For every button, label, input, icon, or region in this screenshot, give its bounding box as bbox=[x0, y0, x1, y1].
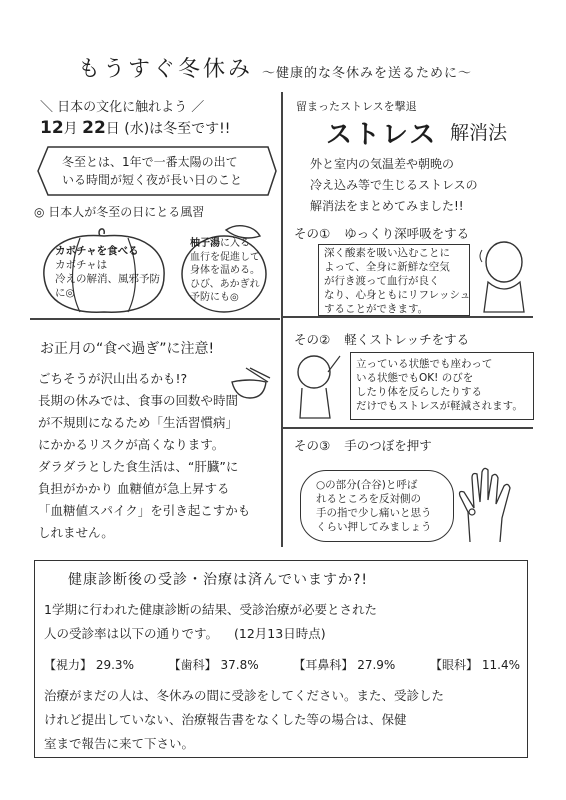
yuzu-text bbox=[190, 237, 260, 305]
definition-line-2: いる時間が短く夜が長い日のこと bbox=[62, 173, 243, 187]
stretching-figure-icon bbox=[292, 352, 344, 422]
pumpkin-line-1: カボチャは bbox=[55, 259, 108, 271]
method2-line-1: 立っている状態でも座わって bbox=[356, 358, 493, 370]
yuzu-line-1: 血行を促進して bbox=[190, 251, 260, 263]
stress-intro-line-1: 外と室内の気温差や朝晩の bbox=[310, 157, 455, 171]
date-day-char: 日 bbox=[105, 121, 120, 137]
pumpkin-title: カボチャを食べる bbox=[55, 245, 139, 257]
rate-vision bbox=[44, 656, 134, 673]
method1-label: その① bbox=[294, 226, 331, 241]
culture-heading: ＼ 日本の文化に触れよう ／ bbox=[40, 100, 205, 115]
left-section-divider bbox=[30, 318, 280, 320]
yuzu-line-3: ひび、あかぎれ bbox=[190, 278, 260, 290]
checkup-bottom bbox=[44, 684, 444, 756]
date-number-day: 22 bbox=[82, 118, 106, 138]
page-title: もうすぐ冬休み bbox=[78, 57, 254, 82]
method3-line-3: 手の指で少し痛いと思う bbox=[316, 507, 432, 519]
newyear-body bbox=[38, 368, 274, 544]
checkup-bottom-line-1: 治療がまだの人は、冬休みの間に受診をしてください。また、受診した bbox=[44, 688, 445, 703]
rate-dental-label: 【歯科】 bbox=[168, 658, 217, 672]
newyear-heading: お正月の“食べ過ぎ”に注意! bbox=[40, 341, 215, 357]
newyear-line-5: ダラダラとした食生活は、“肝臓”に bbox=[38, 459, 239, 474]
method2-line-3: したり体を反らしたりする bbox=[356, 386, 482, 398]
newyear-line-2: 長期の休みでは、食事の回数や時間 bbox=[38, 393, 239, 408]
stress-intro bbox=[310, 154, 478, 217]
method2-title: 軽くストレッチをする bbox=[344, 332, 470, 347]
column-divider bbox=[281, 92, 283, 547]
newyear-line-4: にかかるリスクが高くなります。 bbox=[38, 437, 225, 452]
method1-heading bbox=[294, 224, 469, 242]
solstice-definition bbox=[62, 153, 242, 189]
method1-line-2: よって、全身に新鮮な空気 bbox=[324, 261, 450, 273]
checkup-bottom-line-2: けれど提出していない、治療報告書をなくした等の場合は、保健 bbox=[44, 712, 407, 727]
breathing-figure-icon bbox=[478, 240, 534, 314]
rate-dental-value: 37.8% bbox=[220, 658, 259, 672]
pumpkin-line-2: 冷えの解消、風邪予防 bbox=[55, 273, 160, 285]
yuzu-line-2: 身体を温める。 bbox=[190, 265, 260, 276]
rate-ent-label: 【耳鼻科】 bbox=[293, 658, 354, 672]
yuzu-title-suffix: に入る bbox=[220, 238, 250, 249]
method3-heading bbox=[294, 436, 432, 454]
method1-line-4: なり、心身ともにリフレッシュ bbox=[324, 289, 471, 301]
rate-ent-value: 27.9% bbox=[357, 658, 396, 672]
method3-line-1: ○の部分(合谷)と呼ば bbox=[316, 479, 418, 491]
right-section-divider-2 bbox=[283, 427, 533, 429]
rate-eye-value: 11.4% bbox=[481, 658, 520, 672]
checkup-intro bbox=[44, 598, 377, 646]
yuzu-line-4: 予防にも◎ bbox=[190, 292, 239, 303]
customs-heading: ◎ 日本人が冬至の日にとる風習 bbox=[34, 205, 205, 219]
newyear-line-1: ごちそうが沢山出るかも!? bbox=[38, 371, 188, 386]
right-section-divider-1 bbox=[283, 316, 533, 318]
newyear-line-8: しれません。 bbox=[38, 525, 114, 540]
method1-line-5: することができます。 bbox=[324, 303, 429, 315]
stress-pre: 留まったストレスを撃退 bbox=[296, 100, 417, 113]
checkup-line-1: 1学期に行われた健康診断の結果、受診治療が必要とされた bbox=[44, 602, 377, 617]
page-subtitle: 〜健康的な冬休みを送るために〜 bbox=[262, 66, 473, 81]
rate-ent bbox=[293, 656, 395, 673]
newyear-line-6: 負担がかかり 血糖値が急上昇する bbox=[38, 481, 230, 496]
method2-line-4: だけでもストレスが軽減されます。 bbox=[356, 400, 523, 412]
newyear-line-3: が不規則になるため「生活習慣病」 bbox=[38, 415, 239, 430]
checkup-bottom-line-3: 室まで報告に来て下さい。 bbox=[44, 736, 195, 751]
method1-line-1: 深く酸素を吸い込むことに bbox=[324, 247, 450, 259]
rate-dental bbox=[169, 656, 259, 673]
method3-line-2: れるところを反対側の bbox=[316, 493, 421, 505]
definition-line-1: 冬至とは、1年で一番太陽の出て bbox=[62, 155, 238, 169]
method2-label: その② bbox=[294, 332, 331, 347]
pumpkin-line-3: に◎ bbox=[55, 287, 75, 299]
checkup-date-note: (12月13日時点) bbox=[234, 626, 326, 641]
hand-icon bbox=[456, 466, 526, 544]
winter-solstice-date bbox=[40, 118, 230, 138]
checkup-line-2: 人の受診率は以下の通りです。 bbox=[44, 626, 219, 641]
newyear-line-7: 「血糖値スパイク」を引き起こすかも bbox=[38, 503, 251, 518]
method3-label: その③ bbox=[294, 438, 331, 453]
method1-title: ゆっくり深呼吸をする bbox=[344, 226, 470, 241]
method3-title: 手のつぼを押す bbox=[344, 438, 432, 453]
method1-line-3: が行き渡って血行が良く bbox=[324, 275, 440, 287]
date-rest-text: (水)は冬至です!! bbox=[124, 121, 231, 137]
rate-eye bbox=[430, 656, 520, 673]
date-number-month: 12 bbox=[40, 118, 64, 138]
stress-intro-line-2: 冷え込み等で生じるストレスの bbox=[310, 178, 478, 192]
stress-intro-line-3: 解消法をまとめてみました!! bbox=[310, 199, 464, 213]
method2-line-2: いる状態でもOK! のびを bbox=[356, 372, 474, 384]
method3-line-4: くらい押してみましょう bbox=[316, 521, 432, 533]
rate-vision-value: 29.3% bbox=[95, 658, 134, 672]
checkup-heading: 健康診断後の受診・治療は済んでいますか?! bbox=[68, 572, 369, 588]
stress-post: 解消法 bbox=[450, 122, 508, 144]
pumpkin-text bbox=[55, 244, 160, 300]
rate-eye-label: 【眼科】 bbox=[430, 658, 479, 672]
date-month-char: 月 bbox=[63, 121, 78, 137]
checkup-rates bbox=[44, 656, 520, 673]
method2-body bbox=[356, 357, 523, 413]
stress-big-title: ストレス bbox=[326, 120, 438, 150]
yuzu-title: 柚子湯 bbox=[190, 238, 220, 249]
method2-heading bbox=[294, 330, 469, 348]
method1-body bbox=[324, 246, 470, 316]
method3-body bbox=[316, 478, 432, 534]
rate-vision-label: 【視力】 bbox=[44, 658, 93, 672]
